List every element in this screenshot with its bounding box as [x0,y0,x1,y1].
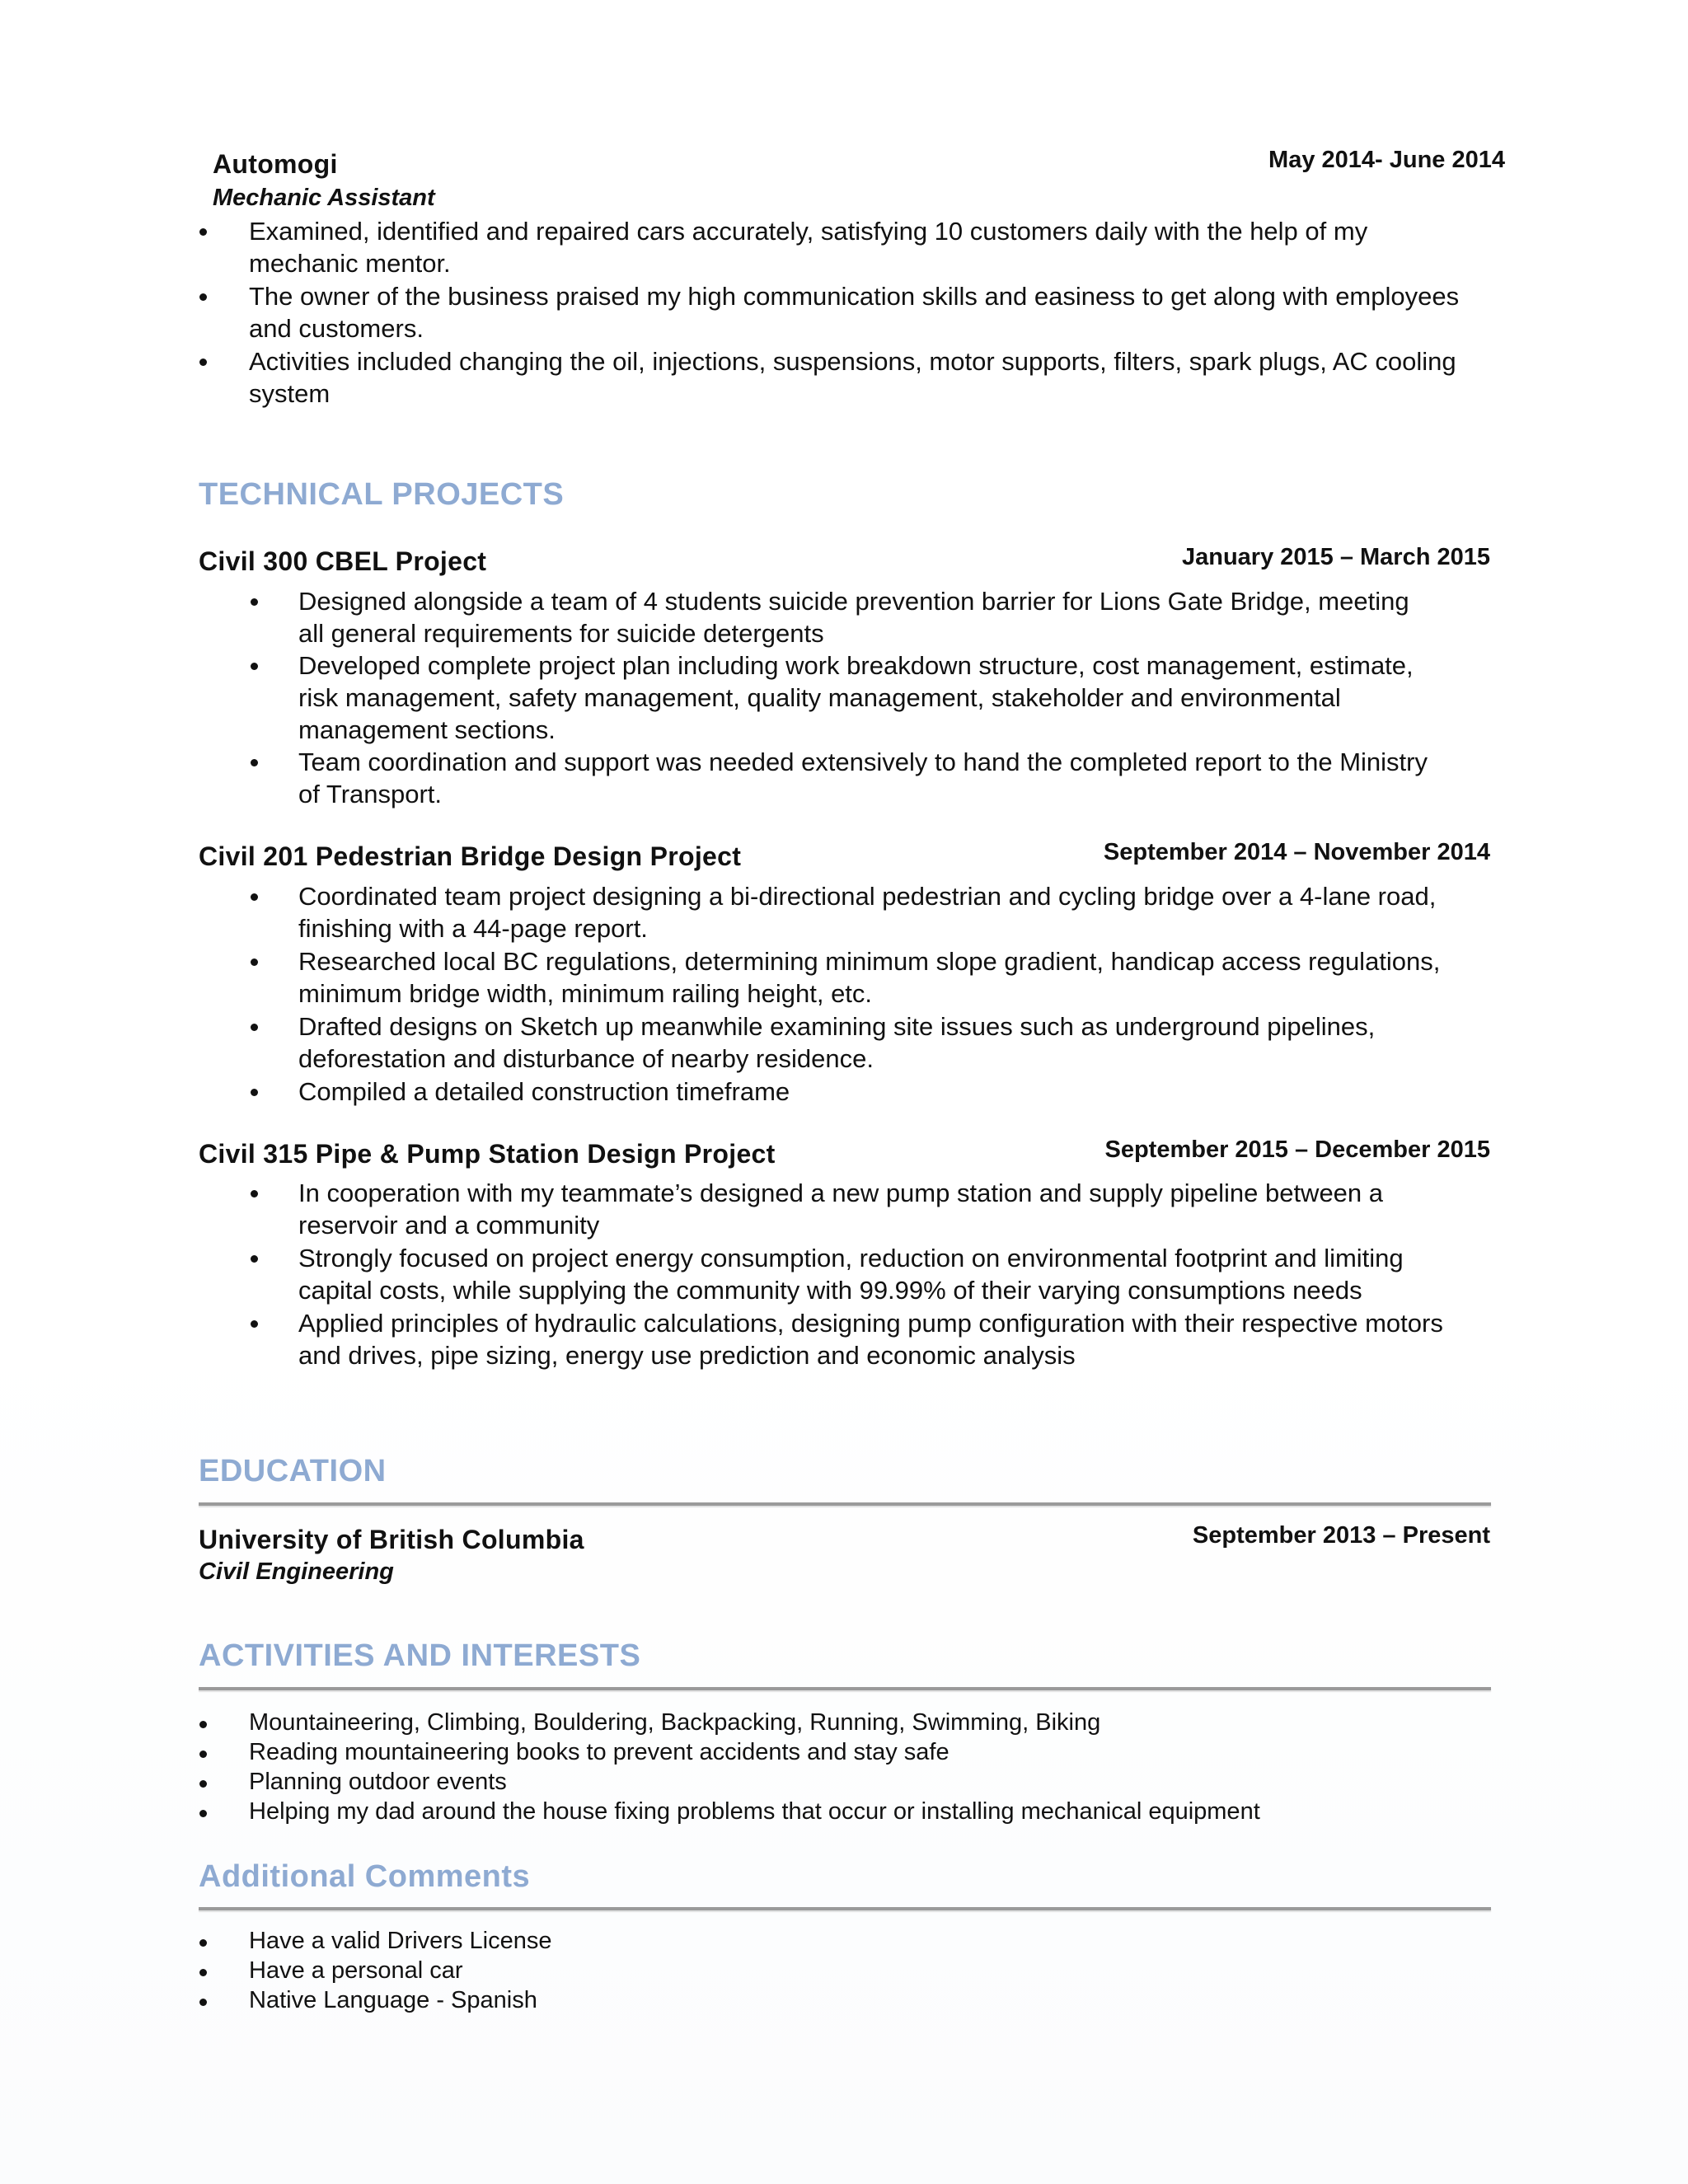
list-item: In cooperation with my teammate’s designed a new pump station and supply pipeline between a reservoir and a community [247,1177,1475,1241]
bullet-icon [251,759,258,766]
list-item: Helping my dad around the house fixing problems that occur or installing mechanical equipment [196,1797,1482,1826]
bullet-icon [251,598,258,606]
bullet-icon [251,1320,258,1328]
section-divider [199,1502,1491,1506]
section-divider [199,1687,1491,1690]
list-item: Applied principles of hydraulic calculations, designing pump configuration with their respective motors and drives, pipe sizing, energy use prediction and economic analysis [247,1307,1475,1371]
bullet-icon [251,1255,258,1263]
bullet-icon [199,1810,207,1817]
list-item: Compiled a detailed construction timeframe [247,1076,1467,1108]
job-company: Automogi [213,149,338,179]
bullet-icon [199,1750,207,1758]
job-dates: May 2014- June 2014 [1268,147,1505,173]
list-item: Activities included changing the oil, injections, suspensions, motor supports, filters, spark plugs, AC cooling system [196,345,1465,410]
job-role: Mechanic Assistant [213,185,435,211]
list-item: Coordinated team project designing a bi-directional pedestrian and cycling bridge over a 4-lane road, finishing with a 44-page report. [247,880,1467,944]
list-item: Examined, identified and repaired cars accurately, satisfying 10 customers daily with the help of my mechanic mentor. [196,215,1465,279]
project-bullets [247,1177,1475,1372]
list-item: Mountaineering, Climbing, Bouldering, Backpacking, Running, Swimming, Biking [196,1708,1482,1737]
project-dates: September 2014 – November 2014 [1103,839,1490,865]
bullet-icon [199,1969,207,1976]
bullet-icon [199,359,207,366]
list-item: Strongly focused on project energy consumption, reduction on environmental footprint and limiting capital costs, while supplying the community with 99.99% of their varying consumptions needs [247,1242,1475,1306]
bullet-icon [251,1089,258,1096]
section-heading-technical-projects: TECHNICAL PROJECTS [199,477,565,512]
list-item: Planning outdoor events [196,1767,1482,1797]
project-title: Civil 300 CBEL Project [199,546,487,576]
activities-list [196,1708,1482,1826]
bullet-icon [199,1780,207,1788]
project-title: Civil 315 Pipe & Pump Station Design Project [199,1139,776,1169]
additional-list [196,1926,1482,2015]
bullet-icon [251,958,258,966]
job-bullets [196,215,1465,410]
education-program: Civil Engineering [199,1558,394,1585]
list-item: Developed complete project plan including work breakdown structure, cost management, estimate, risk management, safety management, quality management, stakeholder and environmental management sections. [247,649,1434,746]
section-divider [199,1907,1491,1910]
list-item: Drafted designs on Sketch up meanwhile examining site issues such as underground pipelines, deforestation and disturbance of nearby residence. [247,1010,1467,1075]
bullet-icon [199,228,207,236]
list-item: Team coordination and support was needed extensively to hand the completed report to the Ministry of Transport. [247,746,1434,810]
project-dates: January 2015 – March 2015 [1181,544,1490,570]
list-item: The owner of the business praised my high communication skills and easiness to get along with employees and customers. [196,280,1465,344]
list-item: Have a personal car [196,1956,1482,1985]
bullet-icon [199,1721,207,1728]
bullet-icon [199,1999,207,2006]
list-item: Designed alongside a team of 4 students suicide prevention barrier for Lions Gate Bridge, meeting all general requirements for suicide detergents [247,585,1434,649]
list-item: Reading mountaineering books to prevent accidents and stay safe [196,1737,1482,1767]
project-dates: September 2015 – December 2015 [1104,1137,1490,1163]
education-school: University of British Columbia [199,1525,584,1554]
project-bullets [247,585,1434,810]
bullet-icon [199,1939,207,1947]
section-heading-additional-comments: Additional Comments [199,1859,531,1894]
project-title: Civil 201 Pedestrian Bridge Design Project [199,841,742,871]
section-heading-activities: ACTIVITIES AND INTERESTS [199,1638,641,1673]
bullet-icon [251,893,258,901]
list-item: Native Language - Spanish [196,1985,1482,2015]
bullet-icon [199,293,207,301]
list-item: Researched local BC regulations, determining minimum slope gradient, handicap access regulations, minimum bridge width, minimum railing height, etc. [247,945,1467,1010]
section-heading-education: EDUCATION [199,1454,387,1488]
education-dates: September 2013 – Present [1192,1522,1490,1549]
list-item: Have a valid Drivers License [196,1926,1482,1956]
bullet-icon [251,663,258,670]
project-bullets [247,880,1467,1108]
bullet-icon [251,1024,258,1031]
bullet-icon [251,1190,258,1197]
